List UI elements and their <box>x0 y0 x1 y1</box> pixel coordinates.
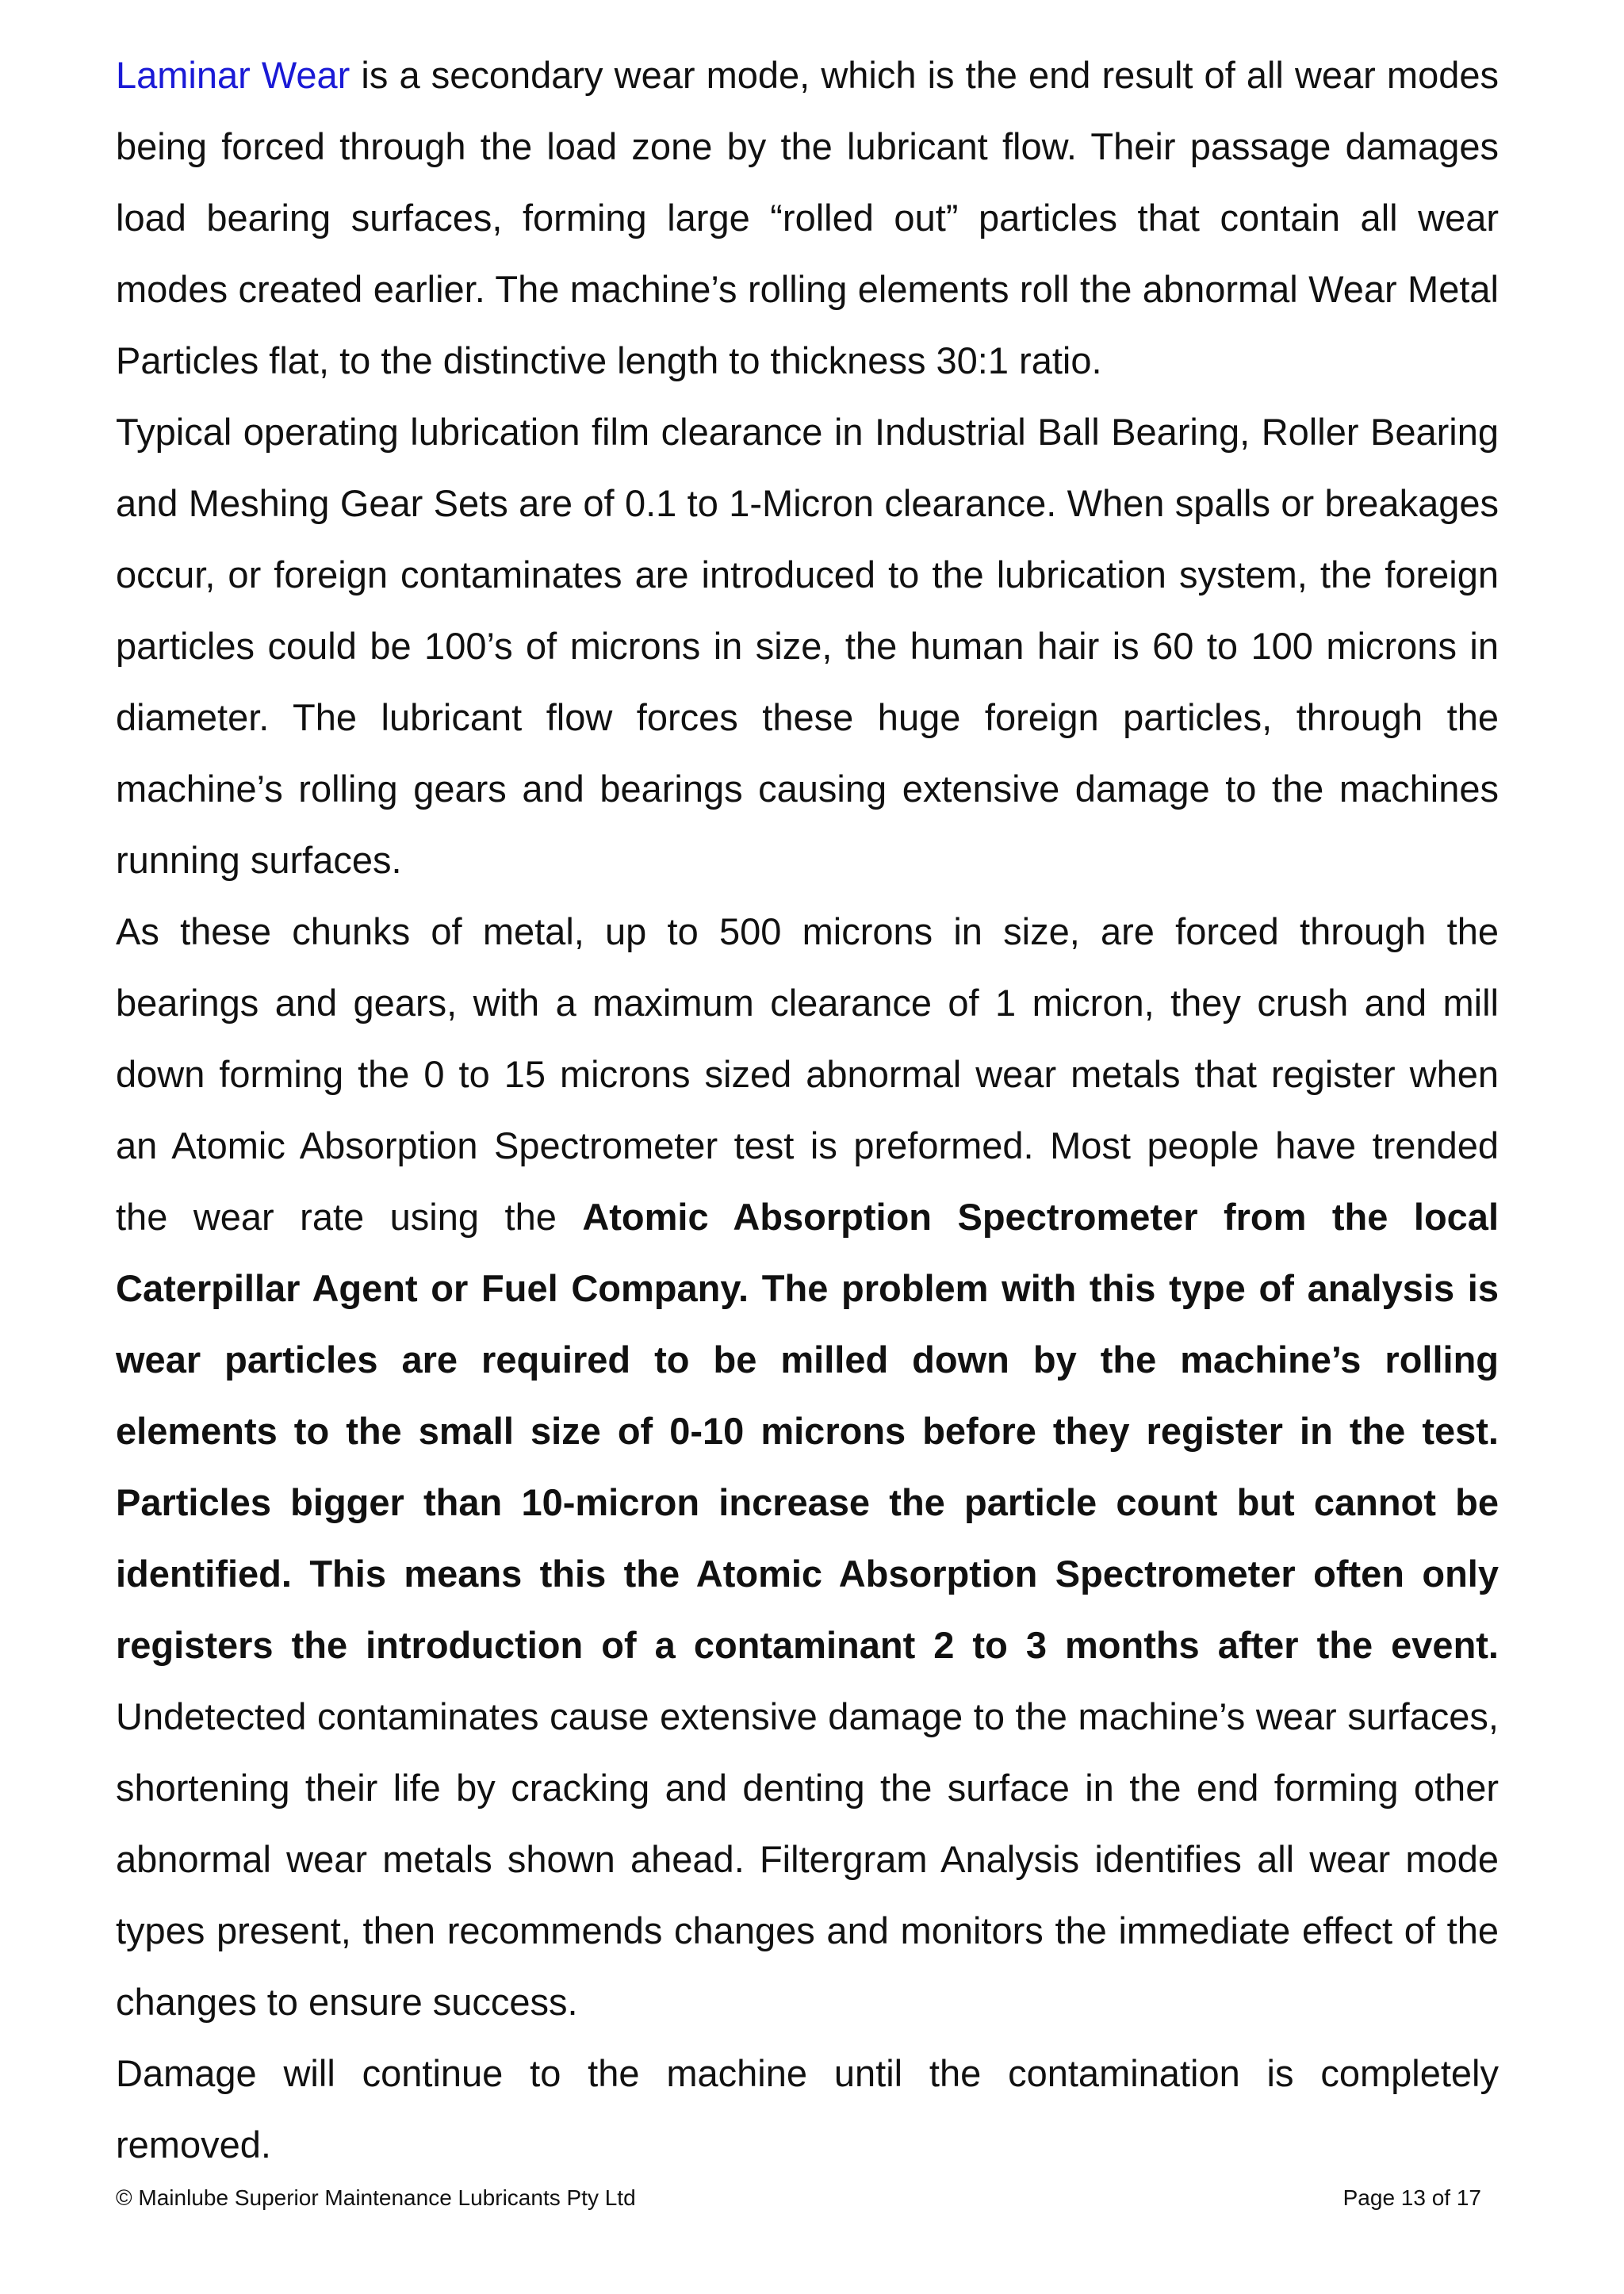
document-body <box>116 40 1499 2181</box>
laminar-wear-term: Laminar Wear <box>116 54 350 96</box>
footer-page-number: Page 13 of 17 <box>1342 2185 1481 2210</box>
paragraph-3-text-after: Undetected contaminates cause extensive damage to the machine’s wear surfaces, shortening their life by cracking and denting the surface in the end forming other abnormal wear metals shown ahead. Filtergram Analysis identifies all wear mode types present, then recommends changes and monitors the immediate effect of the changes to ensure success. <box>116 1695 1499 2023</box>
paragraph-2-text: Typical operating lubrication film clearance in Industrial Ball Bearing, Roller Bearing and Meshing Gear Sets are of 0.1 to 1-Micron clearance. When spalls or breakages occur, or foreign contaminates are introduced to the lubrication system, the foreign particles could be 100’s of microns in size, the human hair is 60 to 100 microns in diameter. The lubricant flow forces these huge foreign particles, through the machine’s rolling gears and bearings causing extensive damage to the machines running surfaces. <box>116 411 1499 881</box>
paragraph-laminar-wear <box>116 40 1499 396</box>
footer-copyright: © Mainlube Superior Maintenance Lubricants Pty Ltd <box>116 2185 636 2210</box>
paragraph-3-text-before: As these chunks of metal, up to 500 microns in size, are forced through the bearings and gears, with a maximum clearance of 1 micron, they crush and mill down forming the 0 to 15 microns sized abnormal wear metals that register when an Atomic Absorption Spectrometer test is preformed. Most people have trended the wear rate using the <box>116 910 1499 1238</box>
paragraph-spectrometer <box>116 896 1499 2038</box>
paragraph-3-bold-text: Atomic Absorption Spectrometer from the local Caterpillar Agent or Fuel Company. The problem with this type of analysis is wear particles are required to be milled down by the machine’s rolling elements to the small size of 0-10 microns before they register in the test. Particles bigger than 10-micron increase the particle count but cannot be identified. This means this the Atomic Absorption Spectrometer often only registers the introduction of a contaminant 2 to 3 months after the event. <box>116 1196 1500 1666</box>
paragraph-4-text: Damage will continue to the machine until the contamination is completely removed. <box>116 2052 1499 2166</box>
paragraph-film-clearance <box>116 396 1499 896</box>
paragraph-1-text: is a secondary wear mode, which is the end result of all wear modes being forced through the load zone by the lubricant flow. Their passage damages load bearing surfaces, forming large “rolled out” particles that contain all wear modes created earlier. The machine’s rolling elements roll the abnormal Wear Metal Particles flat, to the distinctive length to thickness 30:1 ratio. <box>116 54 1499 381</box>
paragraph-damage-continues <box>116 2038 1499 2181</box>
